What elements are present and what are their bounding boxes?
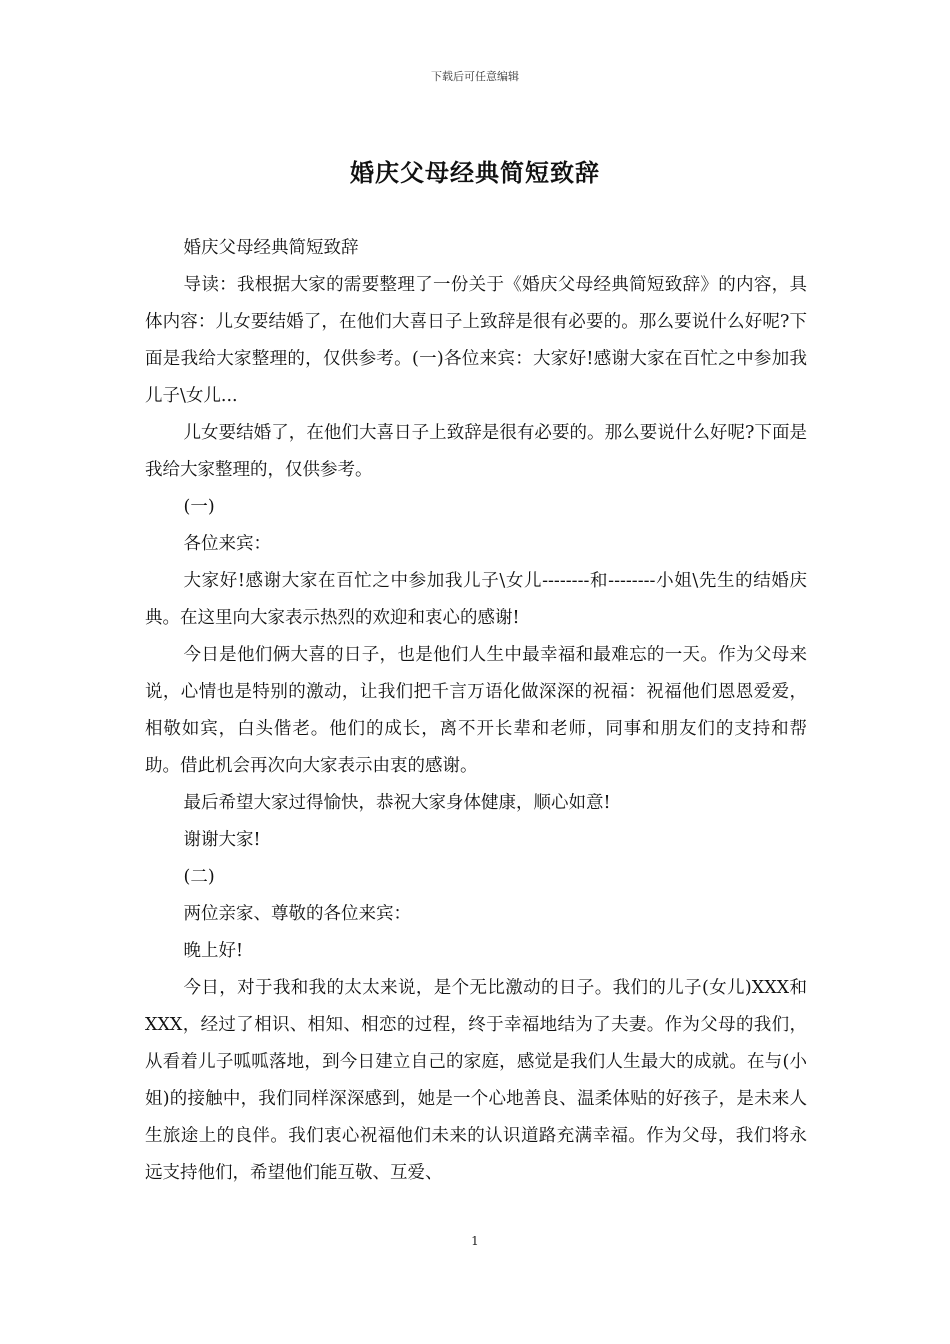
page-number: 1	[471, 1234, 479, 1248]
header-note: 下载后可任意编辑	[431, 70, 519, 83]
paragraph-subtitle: 婚庆父母经典简短致辞	[183, 238, 359, 258]
section-heading-1: (一)	[183, 497, 215, 517]
paragraph: 今日是他们俩大喜的日子，也是他们人生中最幸福和最难忘的一天。作为父母来说，心情也是特别的激动，让我们把千言万语化做深深的祝福：祝福他们恩恩爱爱，相敬如宾，白头偕老。他们的成长，离不开长辈和老师，同事和朋友们的支持和帮助。借此机会再次向大家表示由衷的感谢。	[145, 645, 807, 776]
paragraph: 今日，对于我和我的太太来说，是个无比激动的日子。我们的儿子(女儿)XXX和XXX，经过了相识、相知、相恋的过程，终于幸福地结为了夫妻。作为父母的我们，从看着儿子呱呱落地，到今日建立自己的家庭，感觉是我们人生最大的成就。在与(小姐)的接触中，我们同样深深感到，她是一个心地善良、温柔体贴的好孩子，是未来人生旅途上的良伴。我们衷心祝福他们未来的认识道路充满幸福。作为父母，我们将永远支持他们，希望他们能互敬、互爱、	[145, 978, 807, 1183]
greeting: 晚上好!	[183, 941, 244, 961]
paragraph-intro: 导读：我根据大家的需要整理了一份关于《婚庆父母经典简短致辞》的内容，具体内容：儿女要结婚了，在他们大喜日子上致辞是很有必要的。那么要说什么好呢?下面是我给大家整理的，仅供参考。(一)各位来宾：大家好!感谢大家在百忙之中参加我儿子\女儿...	[145, 275, 807, 406]
closing-thanks: 谢谢大家!	[183, 830, 261, 850]
document-title: 婚庆父母经典简短致辞	[350, 158, 600, 187]
section-heading-2: (二)	[183, 867, 215, 887]
paragraph: 儿女要结婚了，在他们大喜日子上致辞是很有必要的。那么要说什么好呢?下面是我给大家整理的，仅供参考。	[145, 423, 807, 480]
paragraph: 最后希望大家过得愉快，恭祝大家身体健康，顺心如意!	[183, 793, 611, 813]
document-body	[145, 230, 807, 1192]
salutation: 两位亲家、尊敬的各位来宾：	[183, 904, 411, 924]
paragraph: 大家好!感谢大家在百忙之中参加我儿子\女儿--------和--------小姐\先生的结婚庆典。在这里向大家表示热烈的欢迎和衷心的感谢!	[145, 571, 807, 628]
salutation: 各位来宾：	[183, 534, 271, 554]
